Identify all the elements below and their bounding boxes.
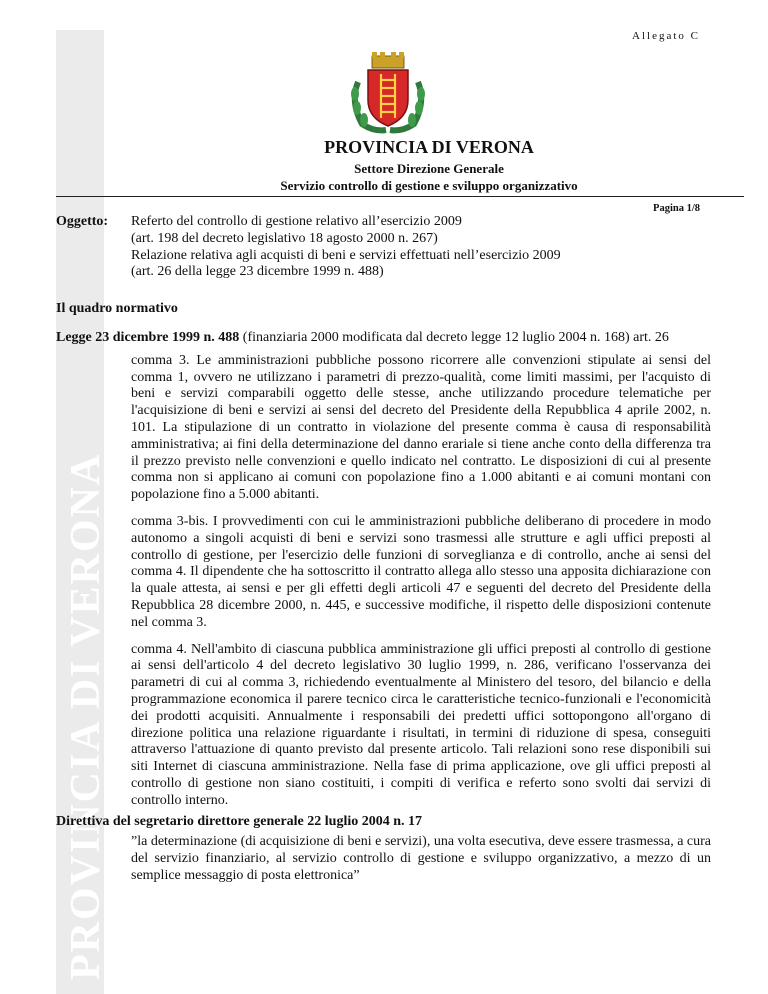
legge-date: 23 dicembre 1999 n. 488 bbox=[95, 329, 240, 345]
oggetto-line: (art. 26 della legge 23 dicembre 1999 n. 488) bbox=[131, 264, 384, 280]
section-title: Il quadro normativo bbox=[56, 301, 178, 317]
organization-title: PROVINCIA DI VERONA bbox=[324, 137, 534, 157]
allegato-label: Allegato C bbox=[632, 30, 700, 42]
oggetto-lines bbox=[131, 214, 561, 281]
watermark-text: PROVINCIA DI VERONA bbox=[63, 452, 109, 980]
oggetto-line: Referto del controllo di gestione relativo all’esercizio 2009 bbox=[131, 214, 462, 229]
settore-title: Settore Direzione Generale bbox=[354, 161, 504, 176]
document-header bbox=[110, 137, 748, 194]
legge-rest: (finanziaria 2000 modificata dal decreto legge 12 luglio 2004 n. 168) art. 26 bbox=[239, 329, 669, 345]
header-divider bbox=[56, 196, 744, 197]
oggetto-line: Relazione relativa agli acquisti di beni e servizi effettuati nell’esercizio 2009 bbox=[131, 247, 561, 263]
comma-3-bis: comma 3-bis. I provvedimenti con cui le amministrazioni pubbliche deliberano di procedere in modo autonomo a singoli acquisti di beni e servizi sono trasmessi alle strutture e agli uffici preposti al controllo di gestione, per l'esercizio delle funzioni di sorveglianza e di controllo, anche ai sensi del comma 4. Il dipendente che ha sottoscritto il contratto allega allo stesso una apposita dichiarazione con la quale attesta, ai sensi e per gli effetti degli articoli 47 e seguenti del decreto del Presidente della Repubblica 28 dicembre 2000, n. 445, e successive modifiche, il rispetto delle disposizioni contenute nel comma 3. bbox=[131, 513, 711, 630]
legge-reference bbox=[56, 330, 711, 347]
oggetto-block bbox=[56, 214, 711, 281]
comma-3: comma 3. Le amministrazioni pubbliche possono ricorrere alle convenzioni stipulate ai sensi del comma 1, ovvero ne utilizzano i parametri di prezzo-qualità, come limiti massimi, per l'acquisto di beni e servizi comparabili oggetto delle stesse, anche utilizzando procedure telematiche per l'acquisizione di beni e servizi ai sensi del decreto del Presidente della Repubblica 4 aprile 2002, n. 101. La stipulazione di un contratto in violazione del presente comma è causa di responsabilità amministrativa; ai fini della determinazione del danno erariale si tiene anche conto della differenza tra il prezzo previsto nelle convenzioni e quello indicato nel contratto. Le disposizioni di cui al presente comma non si applicano ai comuni con popolazione fino a 1.000 abitanti e ai comuni montani con popolazione fino a 5.000 abitanti. bbox=[131, 352, 711, 503]
legge-prefix: Legge bbox=[56, 329, 96, 345]
page-number: Pagina 1/8 bbox=[653, 203, 700, 214]
comma-4: comma 4. Nell'ambito di ciascuna pubblica amministrazione gli uffici preposti al controllo di gestione ai sensi dell'articolo 4 del decreto legislativo 30 luglio 1999, n. 286, verificano l'osservanza dei parametri di cui al comma 3, richiedendo eventualmente al Ministero del tesoro, del bilancio e della programmazione economica il parere tecnico circa le caratteristiche tecnico-funzionali e l'economicità dei prodotti acquisiti. Annualmente i responsabili dei predetti uffici sottopongono all'organo di direzione politica una relazione riguardante i risultati, in termini di riduzione di spesa, conseguiti attraverso l'attuazione di quanto previsto dal presente articolo. Tali relazioni sono rese disponibili sui siti Internet di ciascuna amministrazione. Nella fase di prima applicazione, ove gli uffici preposti al controllo di gestione non siano costituiti, i compiti di verifica e referto sono svolti dai servizi di controllo interno. bbox=[131, 641, 711, 808]
direttiva-quote: ”la determinazione (di acquisizione di beni e servizi), una volta esecutiva, deve essere trasmessa, a cura del servizio finanziario, al servizio controllo di gestione e sviluppo organizzativo, a mezzo di un semplice messaggio di posta elettronica” bbox=[131, 834, 711, 883]
oggetto-line: (art. 198 del decreto legislativo 18 agosto 2000 n. 267) bbox=[131, 230, 438, 246]
document-body bbox=[56, 214, 711, 885]
oggetto-label: Oggetto: bbox=[56, 214, 109, 229]
servizio-title: Servizio controllo di gestione e sviluppo organizzativo bbox=[280, 178, 578, 193]
direttiva-title: Direttiva del segretario direttore generale 22 luglio 2004 n. 17 bbox=[56, 813, 423, 829]
province-crest-logo bbox=[346, 52, 430, 134]
